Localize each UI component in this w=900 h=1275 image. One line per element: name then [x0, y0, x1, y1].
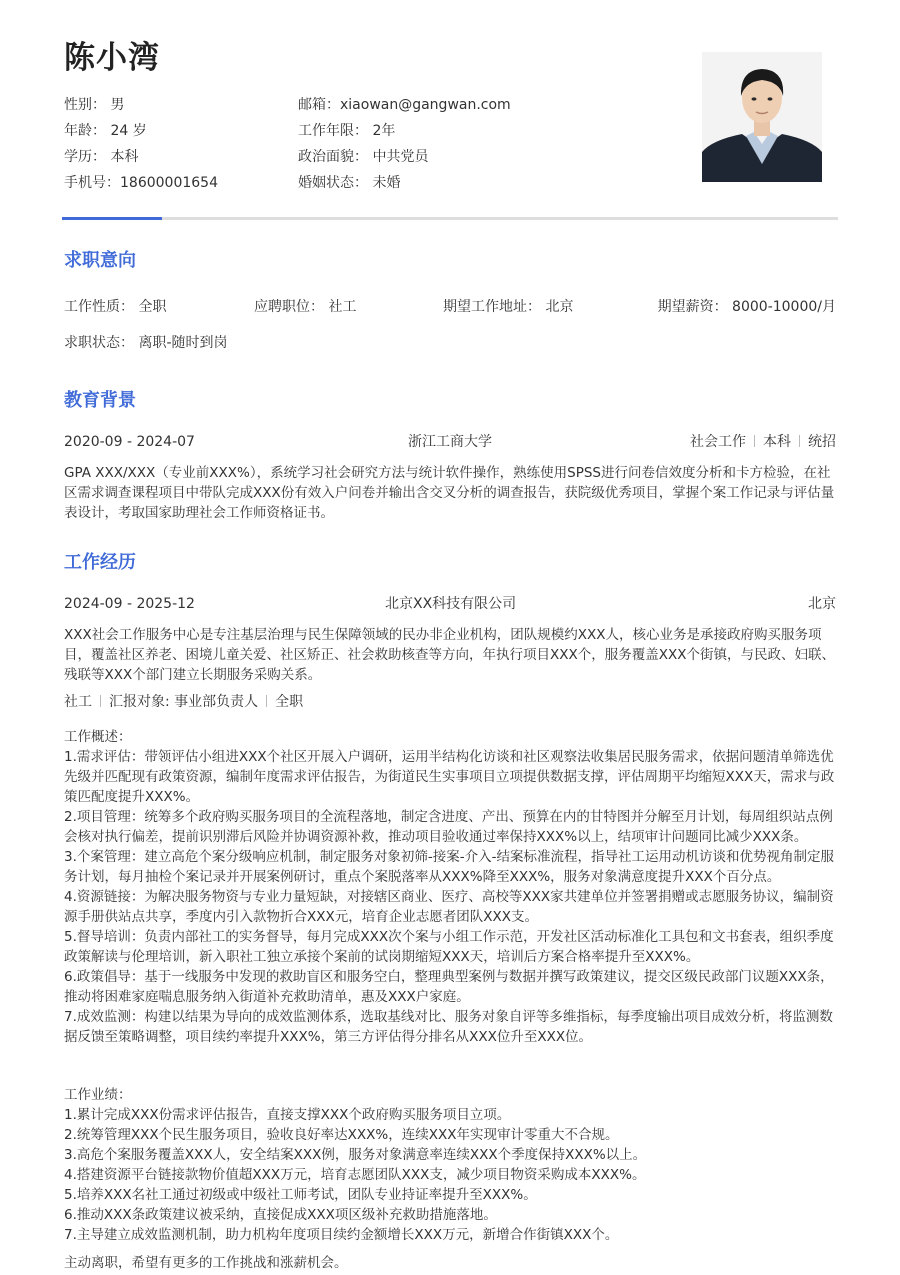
education-description: GPA XXX/XXX（专业前XXX%），系统学习社会研究方法与统计软件操作，熟练使用SPSS进行问卷信效度分析和卡方检验，在社区需求调查课程项目中带队完成XXX份有效入户问卷并输出含交叉分析的调查报告，获院级优秀项目，掌握个案工作记录与评估量表设计，考取国家助理社会工作师资格证书。 — [64, 465, 835, 521]
intent-status: 求职状态： 离职-随时到岗 — [64, 335, 228, 351]
marital-status: 婚姻状态： 未婚 — [298, 175, 401, 191]
achievement-item: 6.推动XXX条政策建议被采纳，直接促成XXX项区级补充救助措施落地。 — [64, 1207, 497, 1223]
header-divider-accent — [62, 217, 162, 220]
education-tags — [690, 433, 836, 451]
overview-item: 7.成效监测：构建以结果为导向的成效监测体系，选取基线对比、服务对象自评等多维指标，每季度输出项目成效分析，将监测数据反馈至策略调整，项目续约率提升XXX%，第三方评估得分排名从XXX位升至XXX位。 — [64, 1009, 833, 1045]
achievement-item: 7.主导建立成效监测机制，助力机构年度项目续约金额增长XXX万元，新增合作街镇XXX个。 — [64, 1227, 619, 1243]
tag-separator — [100, 695, 101, 707]
portrait-image — [702, 52, 822, 182]
profile-photo — [702, 52, 822, 182]
education-major: 社会工作 — [690, 434, 746, 450]
intent-position: 应聘职位： 社工 — [254, 299, 357, 315]
leave-reason: 主动离职，希望有更多的工作挑战和涨薪机会。 — [64, 1255, 348, 1271]
education-degree: 本科 — [763, 434, 791, 450]
overview-label: 工作概述： — [64, 729, 132, 745]
work-years: 工作年限： 2年 — [298, 123, 396, 139]
work-city: 北京 — [808, 596, 836, 612]
overview-item: 2.项目管理：统筹多个政府购买服务项目的全流程落地，制定含进度、产出、预算在内的甘特图并分解至月计划，每周组织站点例会核对执行偏差，提前识别滞后风险并协调资源补救，推动项目验收通过率保持XXX%以上，结项审计问题同比减少XXX条。 — [64, 809, 833, 845]
work-period: 2024-09 - 2025-12 — [64, 596, 195, 612]
achievement-item: 4.搭建资源平台链接款物价值超XXX万元，培育志愿团队XXX支，减少项目物资采购成本XXX%。 — [64, 1167, 646, 1183]
overview-item: 4.资源链接：为解决服务物资与专业力量短缺，对接辖区商业、医疗、高校等XXX家共建单位并签署捐赠或志愿服务协议，编制资源手册供站点共享，季度内引入款物折合XXX元，培育企业志愿者团队XXX支。 — [64, 889, 834, 925]
work-tags — [64, 693, 303, 711]
intent-salary: 期望薪资： 8000-10000/月 — [657, 299, 836, 315]
education-level: 学历： 本科 — [64, 149, 139, 165]
phone: 手机号：18600001654 — [64, 175, 218, 191]
work-achievements — [64, 1085, 839, 1245]
achievement-item: 5.培养XXX名社工通过初级或中级社工师考试，团队专业持证率提升至XXX%。 — [64, 1187, 537, 1203]
intent-job-type: 工作性质： 全职 — [64, 299, 167, 315]
section-title-intent: 求职意向 — [64, 250, 136, 271]
tag-separator — [799, 435, 800, 447]
candidate-name: 陈小湾 — [64, 40, 160, 76]
tag-separator — [754, 435, 755, 447]
education-period: 2020-09 - 2024-07 — [64, 434, 195, 450]
section-title-education: 教育背景 — [64, 390, 136, 411]
company-intro: XXX社会工作服务中心是专注基层治理与民生保障领域的民办非企业机构，团队规模约XXX人，核心业务是承接政府购买服务项目，覆盖社区养老、困境儿童关爱、社区矫正、社会救助核查等方向，年执行项目XXX个，服务覆盖XXX个街镇，与民政、妇联、残联等XXX个部门建立长期服务采购关系。 — [64, 627, 835, 683]
tag-separator — [266, 695, 267, 707]
overview-item: 6.政策倡导：基于一线服务中发现的救助盲区和服务空白，整理典型案例与数据并撰写政策建议，提交区级民政部门议题XXX条，推动将困难家庭喘息服务纳入街道补充救助清单，惠及XXX户家庭。 — [64, 969, 834, 1005]
work-report-to: 汇报对象: 事业部负责人 — [109, 694, 259, 710]
gender: 性别： 男 — [64, 97, 125, 113]
overview-item: 3.个案管理：建立高危个案分级响应机制，制定服务对象初筛-接案-介入-结案标准流程，指导社工运用动机访谈和优势视角制定服务计划，每月抽检个案记录并开展案例研讨，重点个案脱落率从XXX%降至XXX%，服务对象满意度提升XXX个百分点。 — [64, 849, 834, 885]
work-role: 社工 — [64, 694, 92, 710]
work-company: 北京XX科技有限公司 — [385, 596, 517, 612]
achievement-item: 2.统筹管理XXX个民生服务项目，验收良好率达XXX%，连续XXX年实现审计零重大不合规。 — [64, 1127, 619, 1143]
achievement-item: 1.累计完成XXX份需求评估报告，直接支撑XXX个政府购买服务项目立项。 — [64, 1107, 511, 1123]
achievement-item: 3.高危个案服务覆盖XXX人，安全结案XXX例，服务对象满意率连续XXX个季度保持XXX%以上。 — [64, 1147, 647, 1163]
work-job-type: 全职 — [275, 694, 304, 710]
section-title-work: 工作经历 — [64, 552, 136, 573]
header-divider — [62, 217, 838, 220]
email: 邮箱：xiaowan@gangwan.com — [298, 97, 511, 113]
political-status: 政治面貌： 中共党员 — [298, 149, 429, 165]
achievements-label: 工作业绩： — [64, 1087, 132, 1103]
age: 年龄： 24 岁 — [64, 123, 147, 139]
work-overview — [64, 727, 839, 1047]
education-type: 统招 — [808, 434, 836, 450]
overview-item: 1.需求评估：带领评估小组进XXX个社区开展入户调研，运用半结构化访谈和社区观察法收集居民服务需求，依据问题清单筛选优先级并匹配现有政策资源，编制年度需求评估报告，为街道民生实事项目立项提供数据支撑，评估周期平均缩短XXX天，需求与政策匹配度提升XXX%。 — [64, 749, 835, 805]
education-school: 浙江工商大学 — [408, 434, 492, 450]
overview-item: 5.督导培训：负责内部社工的实务督导，每月完成XXX次个案与小组工作示范，开发社区活动标准化工具包和文书套表，组织季度政策解读与伦理培训，新入职社工独立承接个案前的试岗期缩短XXX天，培训后方案合格率提升至XXX%。 — [64, 929, 834, 965]
intent-location: 期望工作地址： 北京 — [443, 299, 574, 315]
